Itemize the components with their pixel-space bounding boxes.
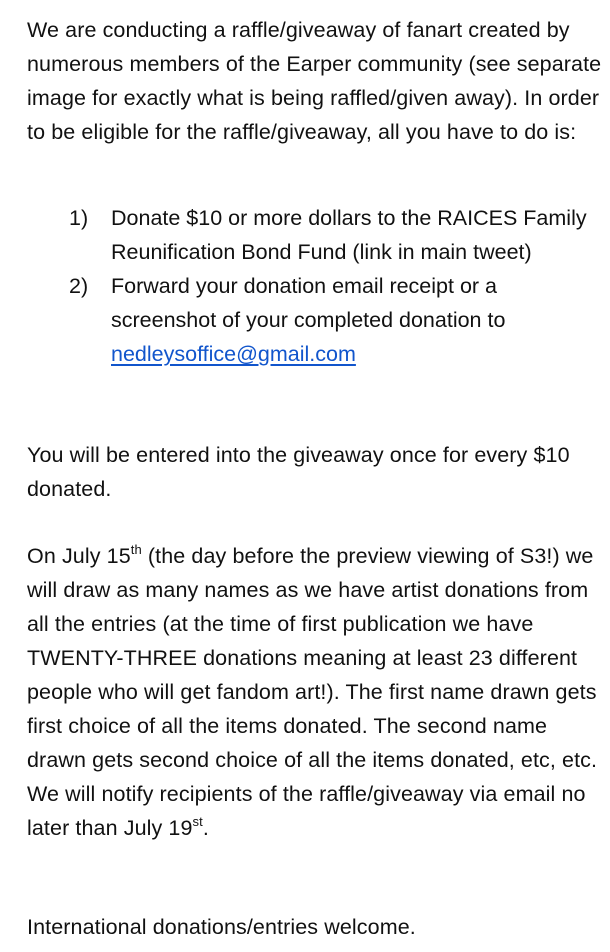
international-paragraph	[27, 910, 602, 944]
draw-text-sup2: st	[192, 813, 203, 829]
draw-text-part3: .	[202, 816, 209, 840]
draw-text	[27, 539, 602, 845]
step-item-2	[27, 269, 587, 371]
step-item-1	[27, 201, 587, 269]
step-text-1: Donate $10 or more dollars to the RAICES Family Reunification Bond Fund (link in main tweet)	[111, 206, 587, 264]
draw-text-part2: (the day before the preview viewing of S3!) we will draw as many names as we have artist donations from all the entries (at the time of first publication we have TWENTY-THREE donations meaning at least 23 different people who will get fandom art!). The first name drawn gets first choice of all the items donated. The second name drawn gets second choice of all the items donated, etc, etc. We will notify recipients of the raffle/giveaway via email no later than July 19	[27, 544, 598, 840]
step-number-2: 2)	[69, 274, 89, 298]
draw-paragraph	[27, 539, 602, 845]
intro-paragraph	[27, 13, 602, 149]
international-text: International donations/entries welcome.	[27, 915, 416, 939]
draw-text-sup1: th	[130, 541, 142, 557]
email-link[interactable]: nedleysoffice@gmail.com	[111, 342, 356, 366]
intro-text: We are conducting a raffle/giveaway of fanart created by numerous members of the Earper community (see separate image for exactly what is being raffled/given away). In order to be eligible for the raffle/giveaway, all you have to do is:	[27, 18, 602, 144]
entries-paragraph	[27, 438, 602, 506]
step-text-2-body: Forward your donation email receipt or a screenshot of your completed donation to	[111, 274, 506, 332]
eligibility-steps-list	[27, 201, 587, 371]
step-number-1: 1)	[69, 206, 89, 230]
step-text-2	[111, 269, 587, 371]
entries-text: You will be entered into the giveaway once for every $10 donated.	[27, 443, 570, 501]
draw-text-part1: On July 15	[27, 544, 131, 568]
